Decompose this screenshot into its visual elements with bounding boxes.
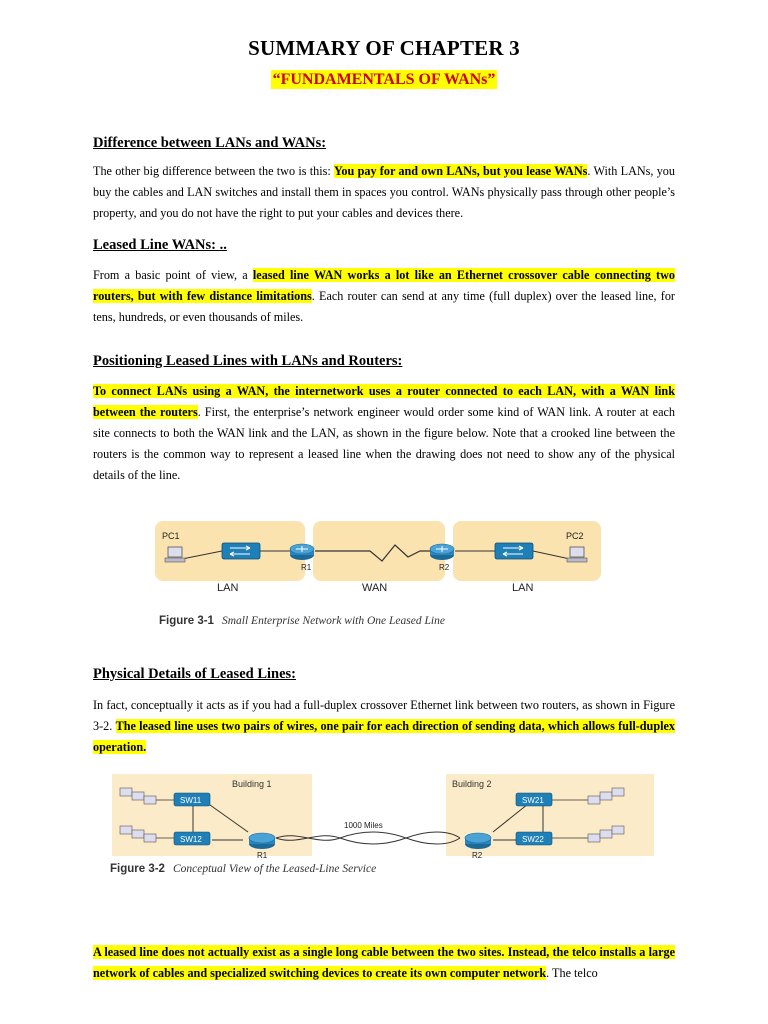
- paragraph-telco: [93, 942, 675, 984]
- text-run: . The telco: [546, 966, 598, 980]
- pc2-icon: [567, 547, 587, 562]
- paragraph-positioning: [93, 381, 675, 486]
- page-title: SUMMARY OF CHAPTER 3: [248, 36, 520, 60]
- section-heading-leased-line: Leased Line WANs: ..: [93, 237, 227, 253]
- building1-label: Building 1: [232, 779, 272, 789]
- highlighted-text: To connect LANs using a WAN, the internetwork uses a router connected to each LAN, with a WAN link between the routers: [93, 384, 675, 419]
- highlighted-text: A leased line does not actually exist as a single long cable between the two sites. Instead, the telco installs a large network of cables and specialized switching devices to create its own computer network: [93, 945, 675, 980]
- sw21-label: SW21: [522, 796, 544, 805]
- text-run: . Each router can send at any time (full duplex) over the leased line, for tens, hundreds, or even thousands of miles.: [93, 289, 675, 324]
- pc2-label: PC2: [566, 531, 584, 541]
- router-r1-icon: [249, 833, 275, 849]
- router-r2-label: R2: [472, 851, 483, 860]
- switch-icon: [495, 543, 533, 559]
- text-run: From a basic point of view, a: [93, 268, 253, 282]
- section-heading-lans-wans: Difference between LANs and WANs:: [93, 135, 327, 151]
- router-r1-label: R1: [301, 563, 312, 572]
- router-r1-icon: [290, 544, 314, 560]
- lan-right-label: LAN: [512, 582, 534, 594]
- text-run: In fact, conceptually it acts as if you had a full-duplex crossover Ethernet link between two routers, as shown in Figure 3-2.: [93, 698, 675, 733]
- figure-3-1-caption: [159, 611, 445, 629]
- router-r2-label: R2: [439, 563, 450, 572]
- pc1-label: PC1: [162, 531, 180, 541]
- page-subtitle-wrap: [0, 71, 768, 89]
- sw22-label: SW22: [522, 835, 544, 844]
- highlighted-text: The leased line uses two pairs of wires, one pair for each direction of sending data, which allows full-duplex operation.: [93, 719, 675, 754]
- router-r1-label: R1: [257, 851, 268, 860]
- text-run: . With LANs, you buy the cables and LAN switches and install them in spaces you control. WANs physically pass through other people’s property, and you do not have the right to put your cables and devices there.: [93, 164, 675, 220]
- figure-caption-text: Conceptual View of the Leased-Line Service: [172, 863, 377, 875]
- highlighted-text: leased line WAN works a lot like an Ethernet crossover cable connecting two routers, but with few distance limitations: [93, 268, 675, 303]
- section-heading-physical: Physical Details of Leased Lines:: [93, 666, 296, 682]
- paragraph-leased-line: [93, 265, 675, 328]
- page-subtitle: “FUNDAMENTALS OF WANs”: [272, 71, 496, 88]
- figure-caption-text: Small Enterprise Network with One Leased Line: [221, 615, 445, 627]
- router-r2-icon: [465, 833, 491, 849]
- figure-number: Figure 3-1: [159, 615, 214, 627]
- wan-label: WAN: [362, 582, 388, 594]
- section-heading-positioning: Positioning Leased Lines with LANs and Routers:: [93, 353, 403, 369]
- highlighted-text: You pay for and own LANs, but you lease WANs: [333, 164, 588, 178]
- router-r2-icon: [430, 544, 454, 560]
- sw11-label: SW11: [180, 796, 202, 805]
- text-run: . First, the enterprise’s network engineer would order some kind of WAN link. A router at each site connects to both the WAN link and the LAN, as shown in the figure below. Note that a crooked line between the routers is the common way to represent a leased line when the drawing does not need to show any of the physical details of the line.: [93, 405, 676, 482]
- text-run: The other big difference between the two is this:: [93, 164, 334, 178]
- lan-left-label: LAN: [217, 582, 239, 594]
- paragraph-physical: [93, 695, 675, 758]
- sw12-label: SW12: [180, 835, 202, 844]
- building2-label: Building 2: [452, 779, 492, 789]
- switch-icon: [222, 543, 260, 559]
- figure-number: Figure 3-2: [110, 863, 165, 875]
- figure-3-2-caption: [110, 859, 376, 877]
- paragraph-lans-wans: [93, 161, 675, 224]
- distance-label: 1000 Miles: [344, 821, 383, 830]
- pc1-icon: [165, 547, 185, 562]
- building1-panel: [112, 774, 312, 856]
